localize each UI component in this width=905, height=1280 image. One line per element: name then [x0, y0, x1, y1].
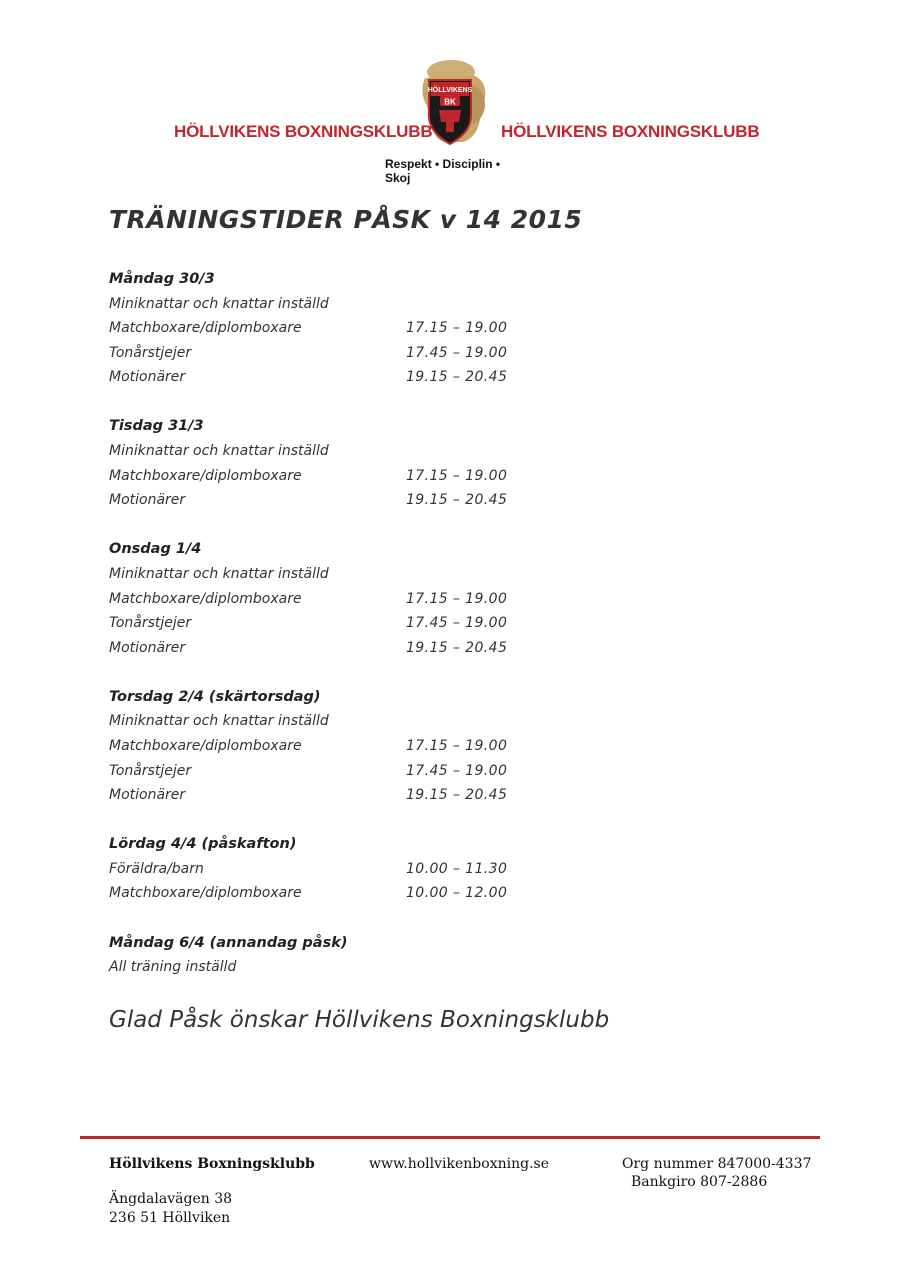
day-block	[109, 931, 629, 980]
schedule-row	[109, 365, 629, 390]
footer-divider	[80, 1136, 820, 1139]
schedule-row	[109, 587, 629, 612]
schedule-row	[109, 955, 629, 980]
schedule-row	[109, 783, 629, 808]
day-block	[109, 414, 629, 512]
day-block	[109, 267, 629, 390]
club-name-right: HÖLLVIKENS BOXNINGSKLUBB	[501, 122, 760, 141]
schedule-row	[109, 341, 629, 366]
schedule	[109, 267, 629, 1004]
row-time: 17.15 – 19.00	[406, 320, 508, 337]
footer-org-number: Org nummer 847000-4337	[622, 1156, 812, 1172]
row-time: 19.15 – 20.45	[406, 639, 508, 656]
row-time: 17.15 – 19.00	[406, 738, 508, 754]
row-label: Motionärer	[109, 492, 186, 509]
day-block	[109, 537, 629, 660]
schedule-row	[109, 709, 629, 734]
easter-greeting: Glad Påsk önskar Höllvikens Boxningsklubb	[109, 1007, 610, 1033]
schedule-row	[109, 562, 629, 587]
footer-postal-address: 236 51 Höllviken	[109, 1210, 231, 1226]
schedule-row	[109, 316, 629, 341]
logo-text-badge: BK	[444, 97, 456, 107]
day-heading: Torsdag 2/4 (skärtorsdag)	[109, 688, 321, 705]
schedule-row	[109, 857, 629, 882]
row-time: 19.15 – 20.45	[406, 492, 508, 509]
row-label: Miniknattar och knattar inställd	[109, 565, 329, 582]
schedule-row	[109, 611, 629, 636]
logo-text-top: HÖLLVIKENS	[427, 87, 473, 94]
row-label: Miniknattar och knattar inställd	[109, 443, 329, 460]
day-block	[109, 832, 629, 906]
schedule-row	[109, 464, 629, 489]
row-time: 17.45 – 19.00	[406, 762, 508, 779]
club-logo-boxer-icon	[415, 58, 490, 158]
row-label: Tonårstjejer	[109, 615, 192, 632]
row-label: Matchboxare/diplomboxare	[109, 590, 302, 607]
row-label: Motionärer	[109, 787, 186, 804]
row-label: Tonårstjejer	[109, 344, 192, 361]
day-heading: Tisdag 31/3	[109, 418, 204, 435]
day-block	[109, 685, 629, 808]
row-time: 10.00 – 11.30	[406, 860, 508, 877]
day-heading: Måndag 30/3	[109, 271, 215, 287]
row-label: Miniknattar och knattar inställd	[109, 295, 329, 312]
row-label: Matchboxare/diplomboxare	[109, 467, 302, 484]
footer-street-address: Ängdalavägen 38	[109, 1191, 233, 1207]
schedule-row	[109, 759, 629, 784]
row-time: 10.00 – 12.00	[406, 885, 508, 902]
row-time: 17.15 – 19.00	[406, 590, 508, 607]
schedule-row	[109, 488, 629, 513]
schedule-row	[109, 636, 629, 661]
day-heading: Lördag 4/4 (påskafton)	[109, 836, 297, 853]
row-label: Föräldra/barn	[109, 860, 204, 877]
day-heading: Måndag 6/4 (annandag påsk)	[109, 934, 348, 951]
schedule-row	[109, 292, 629, 317]
row-time: 17.15 – 19.00	[406, 467, 508, 484]
row-label: Matchboxare/diplomboxare	[109, 738, 302, 754]
row-label: Motionärer	[109, 639, 186, 656]
schedule-row	[109, 734, 629, 759]
club-name-left: HÖLLVIKENS BOXNINGSKLUBB	[174, 122, 433, 141]
schedule-row	[109, 881, 629, 906]
footer-club-name: Höllvikens Boxningsklubb	[109, 1156, 315, 1172]
row-time: 19.15 – 20.45	[406, 787, 508, 804]
row-label: Miniknattar och knattar inställd	[109, 713, 329, 730]
row-label: All träning inställd	[109, 959, 237, 976]
day-heading: Onsdag 1/4	[109, 541, 202, 558]
row-time: 19.15 – 20.45	[406, 369, 508, 386]
footer-bankgiro: Bankgiro 807-2886	[631, 1174, 768, 1190]
row-label: Matchboxare/diplomboxare	[109, 320, 302, 337]
row-time: 17.45 – 19.00	[406, 344, 508, 361]
page-title: TRÄNINGSTIDER PÅSK v 14 2015	[109, 205, 583, 234]
footer-website-link[interactable]: www.hollvikenboxning.se	[369, 1156, 549, 1172]
slogan: Respekt • Disciplin • Skoj	[385, 157, 501, 185]
row-label: Matchboxare/diplomboxare	[109, 885, 302, 902]
schedule-row	[109, 439, 629, 464]
row-label: Tonårstjejer	[109, 762, 192, 779]
row-label: Motionärer	[109, 369, 186, 386]
row-time: 17.45 – 19.00	[406, 615, 508, 632]
